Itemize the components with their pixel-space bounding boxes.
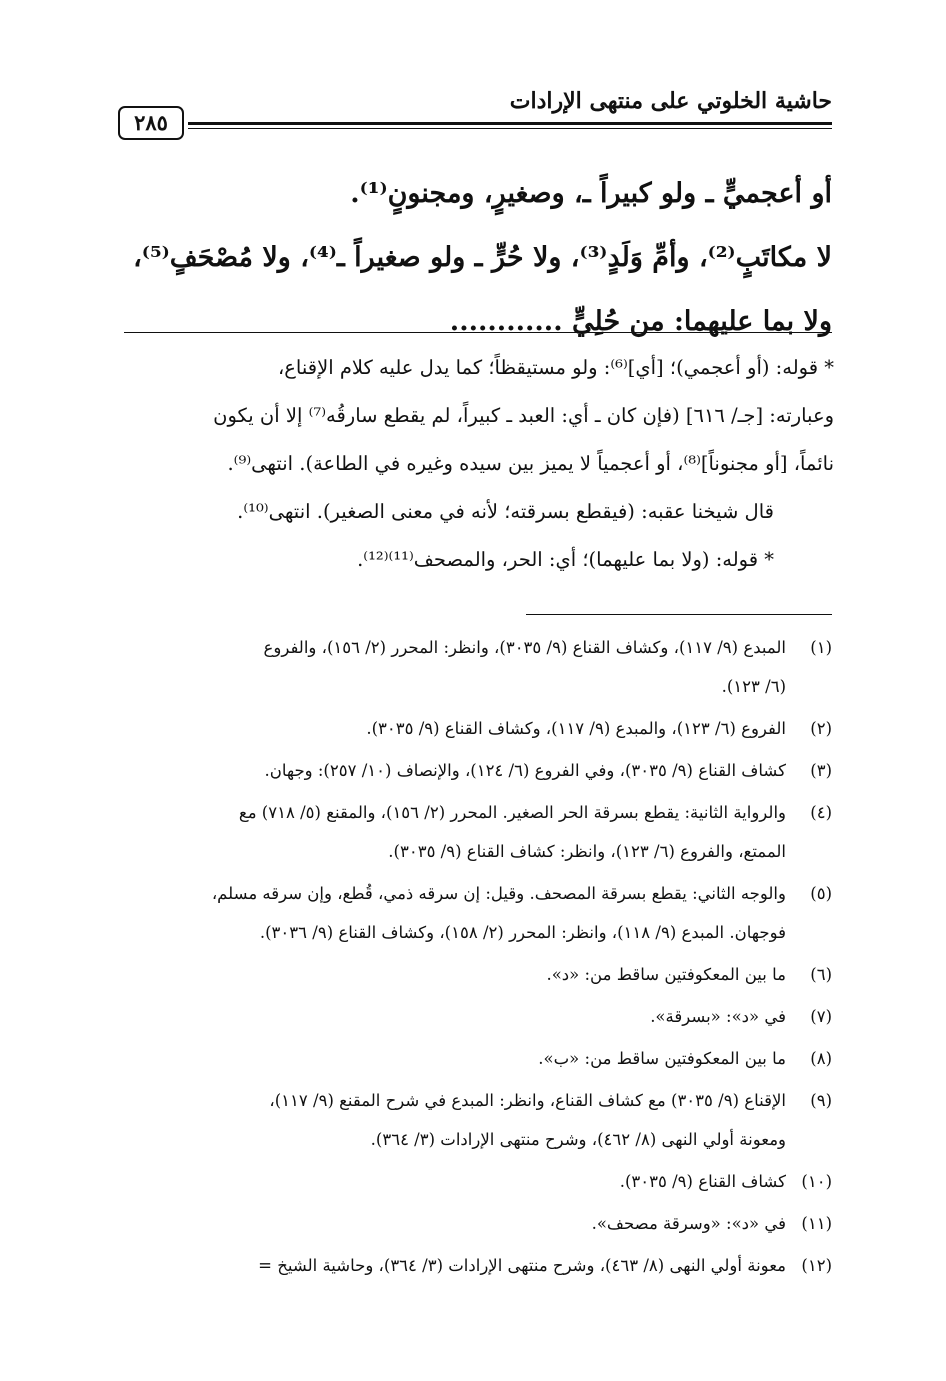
page-number: ٢٨٥ xyxy=(118,106,184,140)
footnote-number: (٩) xyxy=(810,1091,832,1110)
footnote-divider xyxy=(526,614,832,615)
footnote xyxy=(120,1204,832,1243)
footnote-number: (٧) xyxy=(810,1007,832,1026)
footnote-number: (٣) xyxy=(810,761,832,780)
commentary-line: * قوله: (أو أعجمي)؛ [أي]⁽⁶⁾: ولو مستيقظاً؛ كما يدل عليه كلام الإقناع، xyxy=(278,356,834,379)
footnotes xyxy=(120,628,832,1285)
footnote-number: (٨) xyxy=(810,1049,832,1068)
header-rule xyxy=(188,122,832,129)
commentary-line: قال شيخنا عقبه: (فيقطع بسرقته؛ لأنه في معنى الصغير). انتهى⁽¹⁰⁾. xyxy=(237,500,774,523)
footnote-text: والرواية الثانية: يقطع بسرقة الحر الصغير. المحرر (٢/ ١٥٦)، والمقنع (٥/ ٧١٨) مع xyxy=(238,803,786,822)
footnote xyxy=(120,709,832,748)
continuation-dots: ............ xyxy=(449,306,563,337)
footnote xyxy=(120,628,832,706)
footnote-number: (١١) xyxy=(801,1214,832,1233)
running-header xyxy=(118,82,832,142)
footnote-text: فوجهان. المبدع (٩/ ١١٨)، وانظر: المحرر (٢/ ١٥٨)، وكشاف القناع (٩/ ٣٠٣٦). xyxy=(259,923,786,942)
main-text xyxy=(126,162,832,354)
footnote xyxy=(120,793,832,871)
footnote-number: (٢) xyxy=(810,719,832,738)
commentary-line: نائماً، [أو مجنوناً]⁽⁸⁾، أو أعجمياً لا يميز بين سيده وغيره في الطاعة). انتهى⁽⁹⁾. xyxy=(227,452,834,475)
footnote-text: الممتع، والفروع (٦/ ١٢٣)، وانظر: كشاف القناع (٩/ ٣٠٣٥). xyxy=(388,842,786,861)
footnote xyxy=(120,874,832,952)
footnote-number: (٤) xyxy=(810,803,832,822)
footnote xyxy=(120,997,832,1036)
main-text-line: أو أعجميٍّ ـ ولو كبيراً ـ، وصغيرٍ، ومجنونٍ⁽¹⁾. xyxy=(350,178,832,209)
footnote-text: الإقناع (٩/ ٣٠٣٥) مع كشاف القناع، وانظر: المبدع في شرح المقنع (٩/ ١١٧)، xyxy=(269,1091,786,1110)
footnote xyxy=(120,1039,832,1078)
footnote-text: في «د»: «بسرقة». xyxy=(650,1007,786,1026)
footnote-text: معونة أولي النهى (٨/ ٤٦٣)، وشرح منتهى الإرادات (٣/ ٣٦٤)، وحاشية الشيخ = xyxy=(258,1256,786,1275)
footnote-text: ومعونة أولي النهى (٨/ ٤٦٢)، وشرح منتهى الإرادات (٣/ ٣٦٤). xyxy=(370,1130,786,1149)
footnote-text: المبدع (٩/ ١١٧)، وكشاف القناع (٩/ ٣٠٣٥)، وانظر: المحرر (٢/ ١٥٦)، والفروع xyxy=(263,638,786,657)
footnote-text: كشاف القناع (٩/ ٣٠٣٥)، وفي الفروع (٦/ ١٢٤)، والإنصاف (١٠/ ٢٥٧): وجهان. xyxy=(264,761,786,780)
commentary-line: وعبارته: [جـ/ ٦١٦] (فإن كان ـ أي: العبد ـ كبيراً، لم يقطع سارقُه⁽⁷⁾ إلا أن يكون xyxy=(213,404,834,427)
footnote-text: كشاف القناع (٩/ ٣٠٣٥). xyxy=(619,1172,786,1191)
footnote-number: (١) xyxy=(810,638,832,657)
footnote-text: ما بين المعكوفتين ساقط من: «د». xyxy=(546,965,786,984)
footnote-number: (٥) xyxy=(810,884,832,903)
book-title: حاشية الخلوتي على منتهى الإرادات xyxy=(509,88,832,114)
commentary-line: * قوله: (ولا بما عليهما)؛ أي: الحر، والمصحف⁽¹¹⁾⁽¹²⁾. xyxy=(357,548,774,571)
main-text-divider xyxy=(124,332,832,333)
footnote xyxy=(120,1162,832,1201)
footnote-text: الفروع (٦/ ١٢٣)، والمبدع (٩/ ١١٧)، وكشاف القناع (٩/ ٣٠٣٥). xyxy=(366,719,786,738)
footnote xyxy=(120,1246,832,1285)
footnote-number: (١٢) xyxy=(801,1256,832,1275)
main-text-line: لا مكاتَبٍ⁽²⁾، وأمِّ وَلَدٍ⁽³⁾، ولا حُرٍّ ـ ولو صغيراً ـ⁽⁴⁾، ولا مُصْحَفٍ⁽⁵⁾، xyxy=(133,242,832,273)
main-text-fragment: ولا بما عليهما: من حُلِيٍّ xyxy=(572,306,832,337)
footnote-text: في «د»: «وسرقة مصحف». xyxy=(591,1214,786,1233)
commentary xyxy=(122,344,834,584)
footnote-text: (٦/ ١٢٣). xyxy=(721,677,786,696)
footnote-number: (١٠) xyxy=(801,1172,832,1191)
footnote xyxy=(120,751,832,790)
footnote-text: والوجه الثاني: يقطع بسرقة المصحف. وقيل: إن سرقه ذمي، قُطع، وإن سرقه مسلم، xyxy=(211,884,786,903)
footnote xyxy=(120,955,832,994)
footnote-text: ما بين المعكوفتين ساقط من: «ب». xyxy=(538,1049,786,1068)
footnote xyxy=(120,1081,832,1159)
footnote-number: (٦) xyxy=(810,965,832,984)
